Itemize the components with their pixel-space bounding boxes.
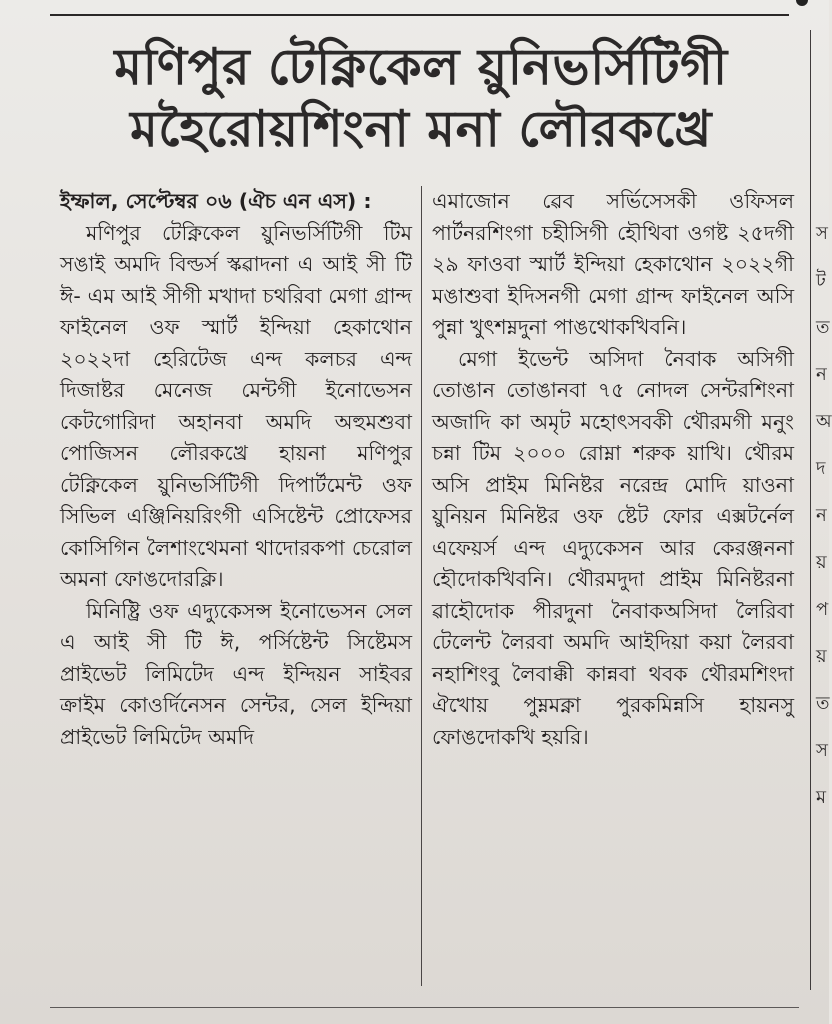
dateline: ইম্ফাল, সেপ্টেম্বর ০৬ (ঐচ এন এস) : — [60, 189, 372, 213]
headline-line-2: মহৈরোয়শিংনা মনা লৌরকখ্রে — [130, 100, 712, 158]
margin-fragment: দ — [816, 458, 826, 479]
margin-fragment: ত — [816, 317, 830, 338]
margin-fragment: স — [816, 223, 828, 244]
margin-fragment: স — [816, 740, 828, 761]
margin-fragment: অ — [816, 411, 832, 432]
headline — [58, 36, 784, 160]
article-column-left — [60, 186, 412, 753]
article-column-right — [432, 186, 794, 753]
margin-fragment: য় — [816, 552, 827, 573]
adjacent-article-fragment — [816, 210, 832, 821]
top-edge-mark — [796, 0, 808, 6]
paragraph-4: মেগা ইভেন্ট অসিদা নৈবাক অসিগী তোঙান তোঙানবা ৭৫ নোদল সেন্টরশিংনা অজাদি কা অমৃট মহোৎসবকী থৌরমগী মনুং চন্না টিম ২০০০ রোম্না শরুক য়াখি। থৌরম অসি প্রাইম মিনিষ্টর নরেন্দ্র মোদি য়াওনা য়ুনিয়ন মিনিষ্টর ওফ ষ্টেট ফোর এক্সটর্নেল এফেয়র্স এন্দ এদ্যুকেসন আর কেরঞ্জননা হৌদোকখিবনি। থৌরমদুদা প্রাইম মিনিষ্টরনা ৱাহৌদোক পীরদুনা নৈবাকঅসিদা লৈরিবা টেলেন্ট লৈরবা অমদি আইদিয়া কয়া লৈরবা নহাশিংবু লৈবাক্কী কান্নবা থবক থৌরমশিংদা ঐখোয় পুম্নমক্না পুরকমিন্নসি হায়নসু ফোঙদোকখি হয়রি। — [432, 346, 794, 749]
margin-fragment: ন — [816, 505, 827, 526]
paragraph-2: মিনিষ্ট্রি ওফ এদ্যুকেসন্স ইনোভেসন সেল এ আই সী টি ঈ, পর্সিষ্টেন্ট সিষ্টেমস প্রাইভেট লিমিটেদ এন্দ ইন্দিয়ন সাইবর ক্রাইম কোওর্দিনেসন সেন্টর, সেল ইন্দিয়া প্রাইভেট লিমিটেদ অমদি — [60, 598, 412, 749]
margin-fragment: ম — [816, 787, 826, 808]
margin-fragment: ন — [816, 364, 827, 385]
paragraph-1: মণিপুর টেক্নিকেল য়ুনিভর্সিটিগী টিম সঙাই অমদি বিল্ডর্স স্কৱাদনা এ আই সী টি ঈ- এম আই সীগী মখাদা চথরিবা মেগা গ্রান্দ ফাইনেল ওফ স্মার্ট ইন্দিয়া হেকাথোন ২০২২দা হেরিটেজ এন্দ কলচর এন্দ দিজাষ্টর মেনেজ মেন্টগী ইনোভেসন কেটগোরিদা অহানবা অমদি অহুমশুবা পোজিসন লৌরকখ্রে হায়না মণিপুর টেক্নিকেল য়ুনিভর্সিটিগী দিপার্টমেন্ট ওফ সিভিল এঞ্জিনিয়রিংগী এসিষ্টেন্ট প্রোফেসর কোসিগিন লৈশাংথেমনা থাদোরকপা চেরোল অমনা ফোঙদোরক্লি। — [60, 220, 412, 591]
column-divider — [421, 186, 422, 986]
bottom-rule — [50, 1007, 799, 1008]
margin-fragment: প — [816, 599, 829, 620]
margin-fragment: ট — [816, 270, 826, 291]
paragraph-3: এমাজোন ৱেব সর্ভিসেসকী ওফিসল পার্টনরশিংগা চহীসিগী হৌথিবা ওগষ্ট ২৫দগী ২৯ ফাওবা স্মার্ট ইন্দিয়া হেকাথোন ২০২২গী মঙাশুবা ইদিসনগী মেগা গ্রান্দ ফাইনেল অসি পুন্না খুৎশম্নদুনা পাঙথোকখিবনি। — [432, 189, 794, 339]
headline-line-1: মণিপুর টেক্নিকেল য়ুনিভর্সিটিগী — [114, 38, 728, 96]
margin-fragment: ত — [816, 693, 830, 714]
margin-fragment: য় — [816, 646, 827, 667]
top-rule — [50, 14, 789, 16]
right-column-rule — [810, 30, 811, 990]
